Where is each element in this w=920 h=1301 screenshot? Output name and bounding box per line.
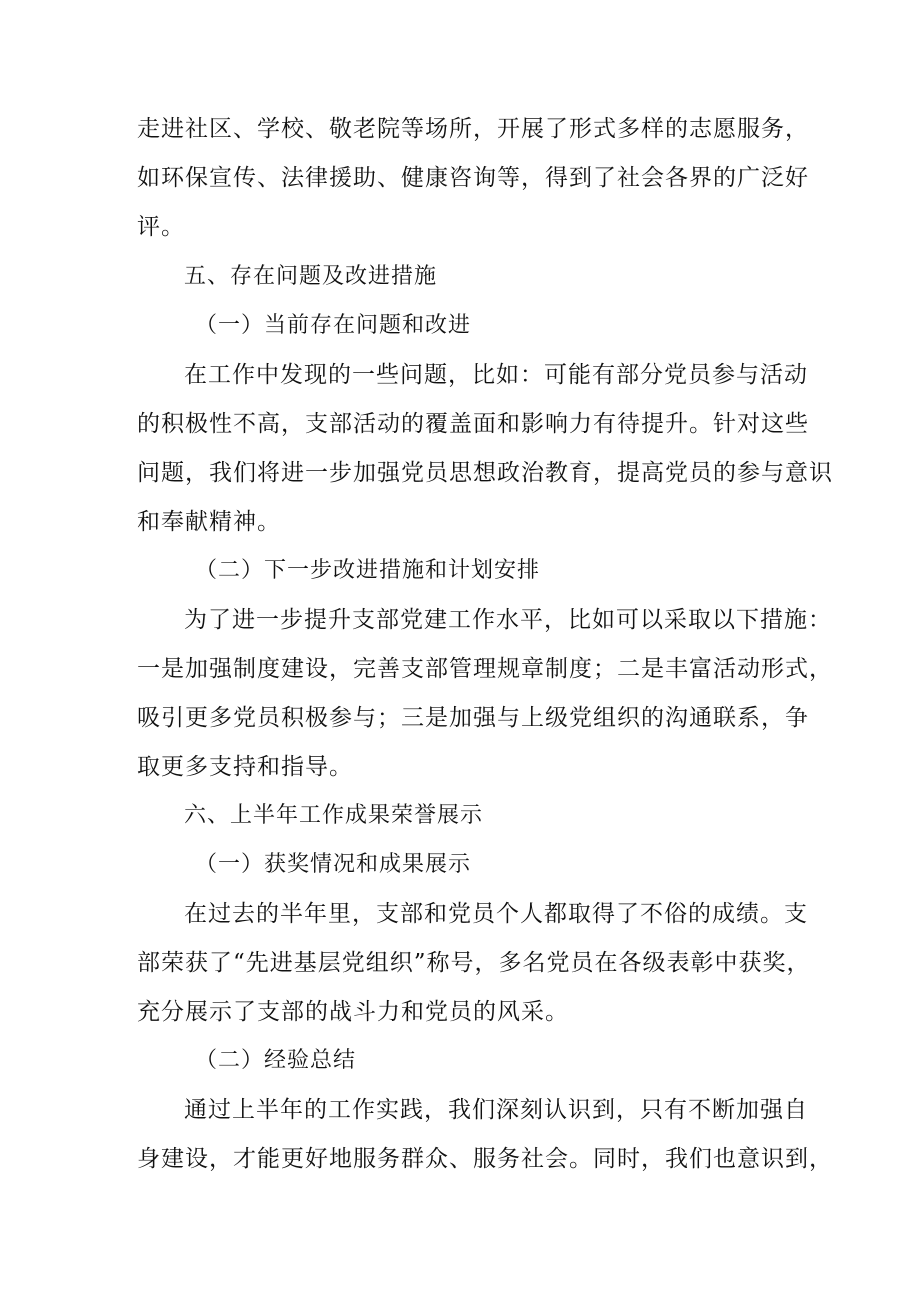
paragraph-line: 为了进一步提升支部党建工作水平，比如可以采取以下措施：: [184, 607, 832, 633]
subsection-heading-6-2: （二）经验总结: [195, 1048, 357, 1073]
section-heading-6: 六、上半年工作成果荣誉展示: [184, 803, 484, 828]
paragraph-line: 部荣获了“先进基层党组织”称号，多名党员在各级表彰中获奖，: [137, 950, 811, 976]
subsection-heading-5-1: （一）当前存在问题和改进: [195, 313, 472, 338]
paragraph-line: 充分展示了支部的战斗力和党员的风采。: [137, 999, 569, 1025]
paragraph-line: 和奉献精神。: [137, 509, 281, 535]
subsection-heading-5-2: （二）下一步改进措施和计划安排: [195, 558, 541, 583]
paragraph-line: 取更多支持和指导。: [137, 754, 353, 780]
section-heading-5: 五、存在问题及改进措施: [184, 264, 438, 289]
paragraph-line: 的积极性不高，支部活动的覆盖面和影响力有待提升。针对这些: [137, 411, 809, 437]
paragraph-line: 走进社区、学校、敬老院等场所，开展了形式多样的志愿服务，: [137, 116, 809, 142]
paragraph-line: 一是加强制度建设，完善支部管理规章制度；二是丰富活动形式，: [137, 656, 833, 682]
paragraph-line: 在过去的半年里，支部和党员个人都取得了不俗的成绩。支: [184, 901, 808, 927]
subsection-heading-6-1: （一）获奖情况和成果展示: [195, 852, 472, 877]
paragraph-line: 通过上半年的工作实践，我们深刻认识到，只有不断加强自: [184, 1097, 808, 1123]
paragraph-line: 吸引更多党员积极参与；三是加强与上级党组织的沟通联系，争: [137, 705, 809, 731]
paragraph-line: 评。: [137, 214, 185, 240]
paragraph-line: 身建设，才能更好地服务群众、服务社会。同时，我们也意识到，: [137, 1146, 833, 1172]
paragraph-line: 问题，我们将进一步加强党员思想政治教育，提高党员的参与意识: [137, 460, 833, 486]
paragraph-line: 在工作中发现的一些问题，比如：可能有部分党员参与活动: [184, 362, 808, 388]
paragraph-line: 如环保宣传、法律援助、健康咨询等，得到了社会各界的广泛好: [137, 165, 809, 191]
